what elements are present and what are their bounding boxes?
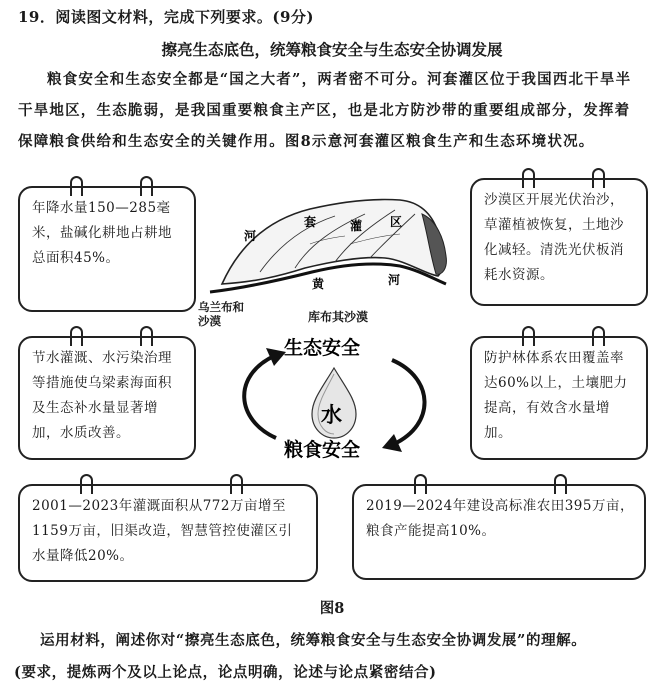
map-label-kubuqi: 库布其沙漠	[308, 310, 369, 324]
binder-ring	[140, 176, 153, 196]
binder-ring	[70, 176, 83, 196]
card-text: 2019—2024年建设高标准农田395万亩，粮食产能提高10%。	[366, 498, 634, 539]
binder-ring	[592, 168, 605, 188]
info-card-farmland	[352, 484, 646, 580]
binder-ring	[80, 474, 93, 494]
binder-ring	[592, 326, 605, 346]
map-label: 灌	[350, 219, 363, 233]
binder-ring	[140, 326, 153, 346]
paragraph-line: 保障粮食供给和生态安全的关键作用。图8示意河套灌区粮食生产和生态环境状况。	[18, 133, 595, 150]
info-card-photovoltaic	[470, 178, 648, 306]
security-cycle	[216, 330, 452, 470]
map-label-ulan-buh: 乌兰布和沙漠	[198, 300, 244, 328]
binder-ring	[522, 326, 535, 346]
binder-ring	[70, 326, 83, 346]
card-text: 2001—2023年灌溉面积从772万亩增至1159万亩，旧渠改造，智慧管控使灌区引水量降低20%。	[32, 498, 293, 564]
card-text: 防护林体系农田覆盖率达60%以上，土壤肥力提高，有效含水量增加。	[484, 350, 628, 441]
card-text: 节水灌溉、水污染治理等措施使乌梁素海面积及生态补水量显著增加，水质改善。	[32, 350, 172, 441]
map-label: 黄	[312, 277, 325, 291]
map-label: 区	[390, 215, 403, 229]
binder-ring	[230, 474, 243, 494]
binder-ring	[522, 168, 535, 188]
binder-ring	[554, 474, 567, 494]
paragraph-line: 粮食安全和生态安全都是“国之大者”，两者密不可分。河套灌区位于我国西北干旱半	[47, 71, 632, 88]
figure-label: 图8	[319, 600, 345, 617]
info-card-irrigation	[18, 484, 318, 582]
task-instruction: 运用材料，阐述你对“擦亮生态底色，统筹粮食安全与生态安全协调发展”的理解。	[40, 632, 587, 649]
paragraph-line: 干旱地区，生态脆弱，是我国重要粮食主产区，也是北方防沙带的重要组成部分，发挥着	[18, 102, 631, 119]
map-label: 河	[388, 273, 401, 287]
material-subtitle: 擦亮生态底色，统筹粮食安全与生态安全协调发展	[161, 40, 503, 59]
question-title: 19．阅读图文材料，完成下列要求。(9分)	[18, 8, 315, 26]
cycle-center-label: 水	[321, 402, 342, 427]
map-label: 河	[244, 229, 257, 243]
info-card-precipitation	[18, 186, 196, 312]
card-text: 沙漠区开展光伏治沙，草灌植被恢复，土地沙化减轻。清洗光伏板消耗水资源。	[484, 192, 624, 283]
map-label: 套	[304, 215, 317, 229]
info-card-wuliangsuhai	[18, 336, 196, 460]
task-requirement: (要求，提炼两个及以上论点，论点明确，论述与论点紧密结合)	[14, 664, 437, 681]
cycle-bottom-label: 粮食安全	[284, 439, 361, 461]
info-card-shelterbelt	[470, 336, 648, 460]
binder-ring	[414, 474, 427, 494]
material-paragraph	[18, 64, 650, 157]
card-text: 年降水量150—285毫米，盐碱化耕地占耕地总面积45%。	[32, 200, 172, 266]
cycle-top-label: 生态安全	[284, 337, 361, 359]
